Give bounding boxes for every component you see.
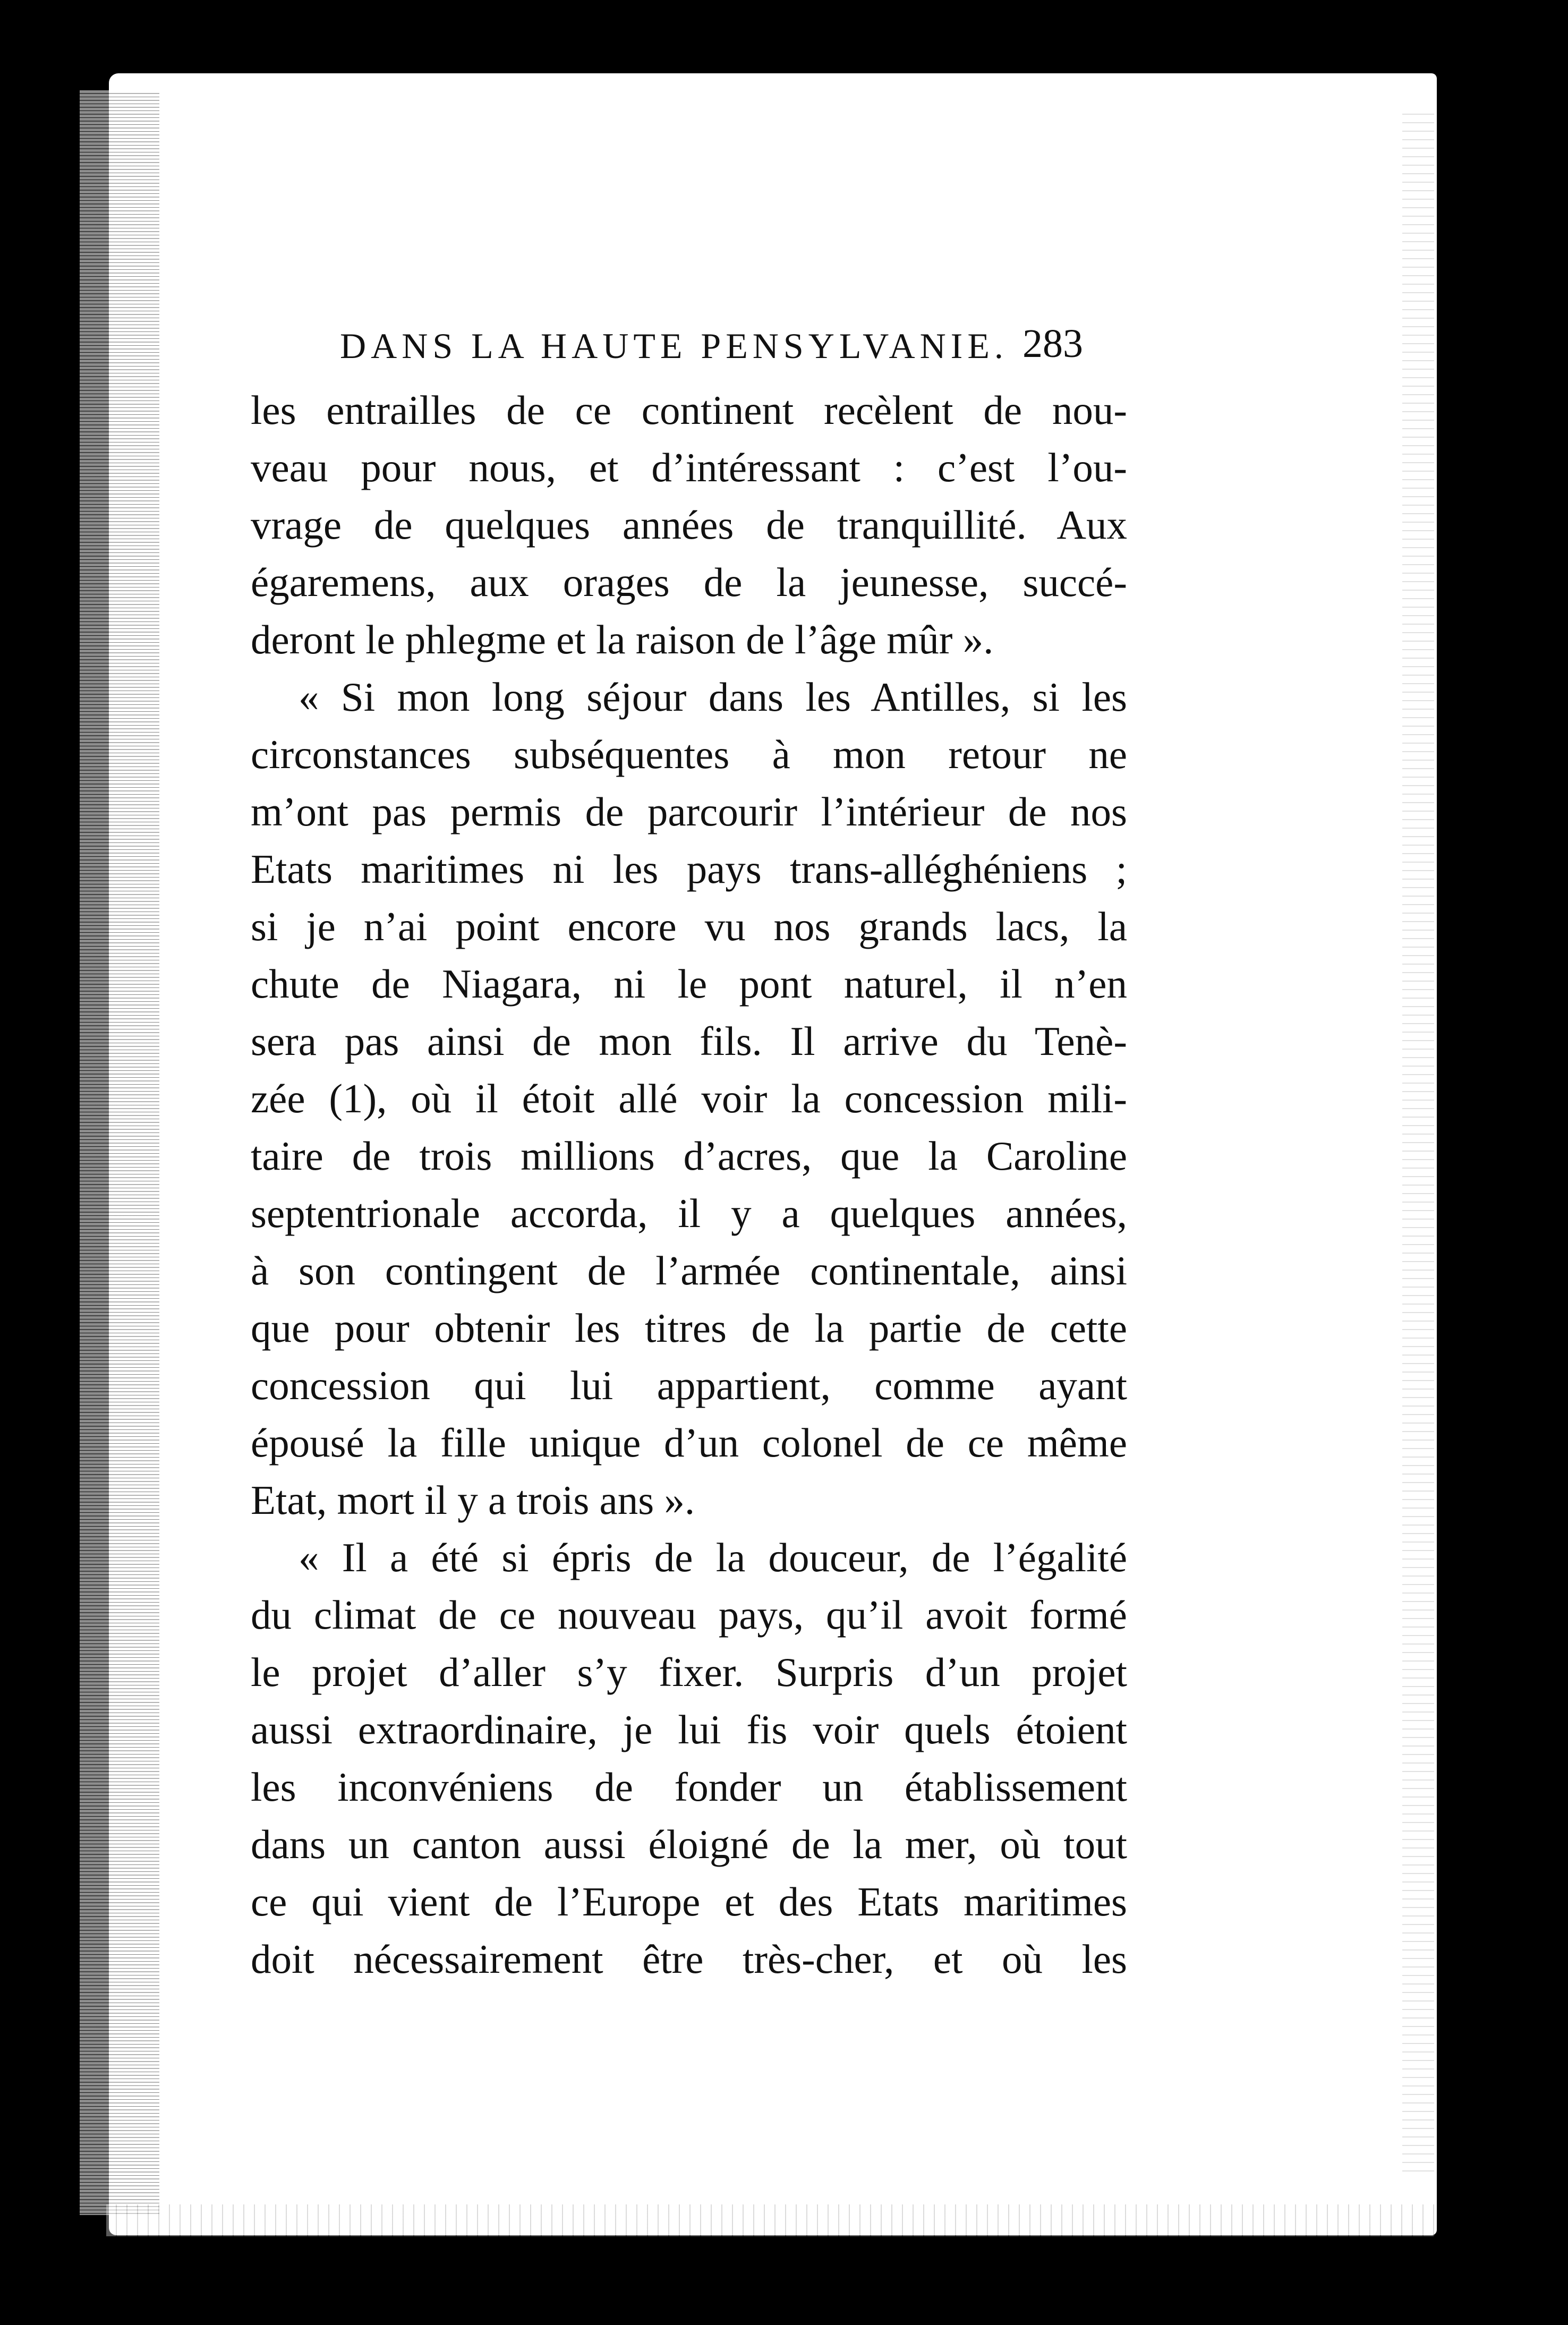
text-line: aussi extraordinaire, je lui fis voir quels étoient — [251, 1707, 1127, 1752]
text-line: taire de trois millions d’acres, que la Caroline — [251, 1133, 1127, 1179]
text-line: « Si mon long séjour dans les Antilles, si les — [299, 674, 1127, 720]
text-line: les entrailles de ce continent recèlent de nou- — [251, 387, 1127, 433]
text-line: si je n’ai point encore vu nos grands lacs, la — [251, 904, 1127, 949]
page-number: 283 — [1022, 321, 1083, 366]
text-line: dans un canton aussi éloigné de la mer, où tout — [251, 1821, 1127, 1867]
text-line: concession qui lui appartient, comme ayant — [251, 1362, 1127, 1408]
text-line: épousé la fille unique d’un colonel de ce même — [251, 1420, 1127, 1466]
text-line: Etats maritimes ni les pays trans-alléghéniens ; — [251, 846, 1127, 892]
text-line: deront le phlegme et la raison de l’âge mûr ». — [251, 617, 994, 662]
text-line: m’ont pas permis de parcourir l’intérieur de nos — [251, 789, 1127, 834]
text-line: que pour obtenir les titres de la partie de cette — [251, 1305, 1127, 1351]
text-line: le projet d’aller s’y fixer. Surpris d’un projet — [251, 1649, 1127, 1695]
running-head: DANS LA HAUTE PENSYLVANIE. — [340, 326, 1008, 366]
page-edge-bottom — [106, 2204, 1434, 2236]
text-line: zée (1), où il étoit allé voir la concession mili- — [251, 1076, 1127, 1121]
text-line: du climat de ce nouveau pays, qu’il avoit formé — [251, 1592, 1127, 1638]
text-line: les inconvéniens de fonder un établissement — [251, 1764, 1127, 1810]
text-line: à son contingent de l’armée continentale, ainsi — [251, 1248, 1127, 1293]
text-line: circonstances subséquentes à mon retour ne — [251, 731, 1127, 777]
text-line: chute de Niagara, ni le pont naturel, il n’en — [251, 961, 1127, 1007]
page-edge-right — [1402, 106, 1434, 2178]
text-line: « Il a été si épris de la douceur, de l’égalité — [299, 1535, 1127, 1580]
text-line: septentrionale accorda, il y a quelques années, — [251, 1190, 1127, 1236]
text-line: sera pas ainsi de mon fils. Il arrive du Tenè- — [251, 1018, 1127, 1064]
body-text — [251, 381, 1127, 1988]
text-line: égaremens, aux orages de la jeunesse, succé- — [251, 559, 1127, 605]
text-line: vrage de quelques années de tranquillité. Aux — [251, 502, 1127, 548]
text-line: Etat, mort il y a trois ans ». — [251, 1477, 695, 1523]
page-edge-left — [80, 90, 159, 2215]
text-line: doit nécessairement être très-cher, et où les — [251, 1936, 1127, 1982]
text-line: veau pour nous, et d’intéressant : c’est l’ou- — [251, 445, 1127, 490]
text-line: ce qui vient de l’Europe et des Etats maritimes — [251, 1879, 1127, 1924]
